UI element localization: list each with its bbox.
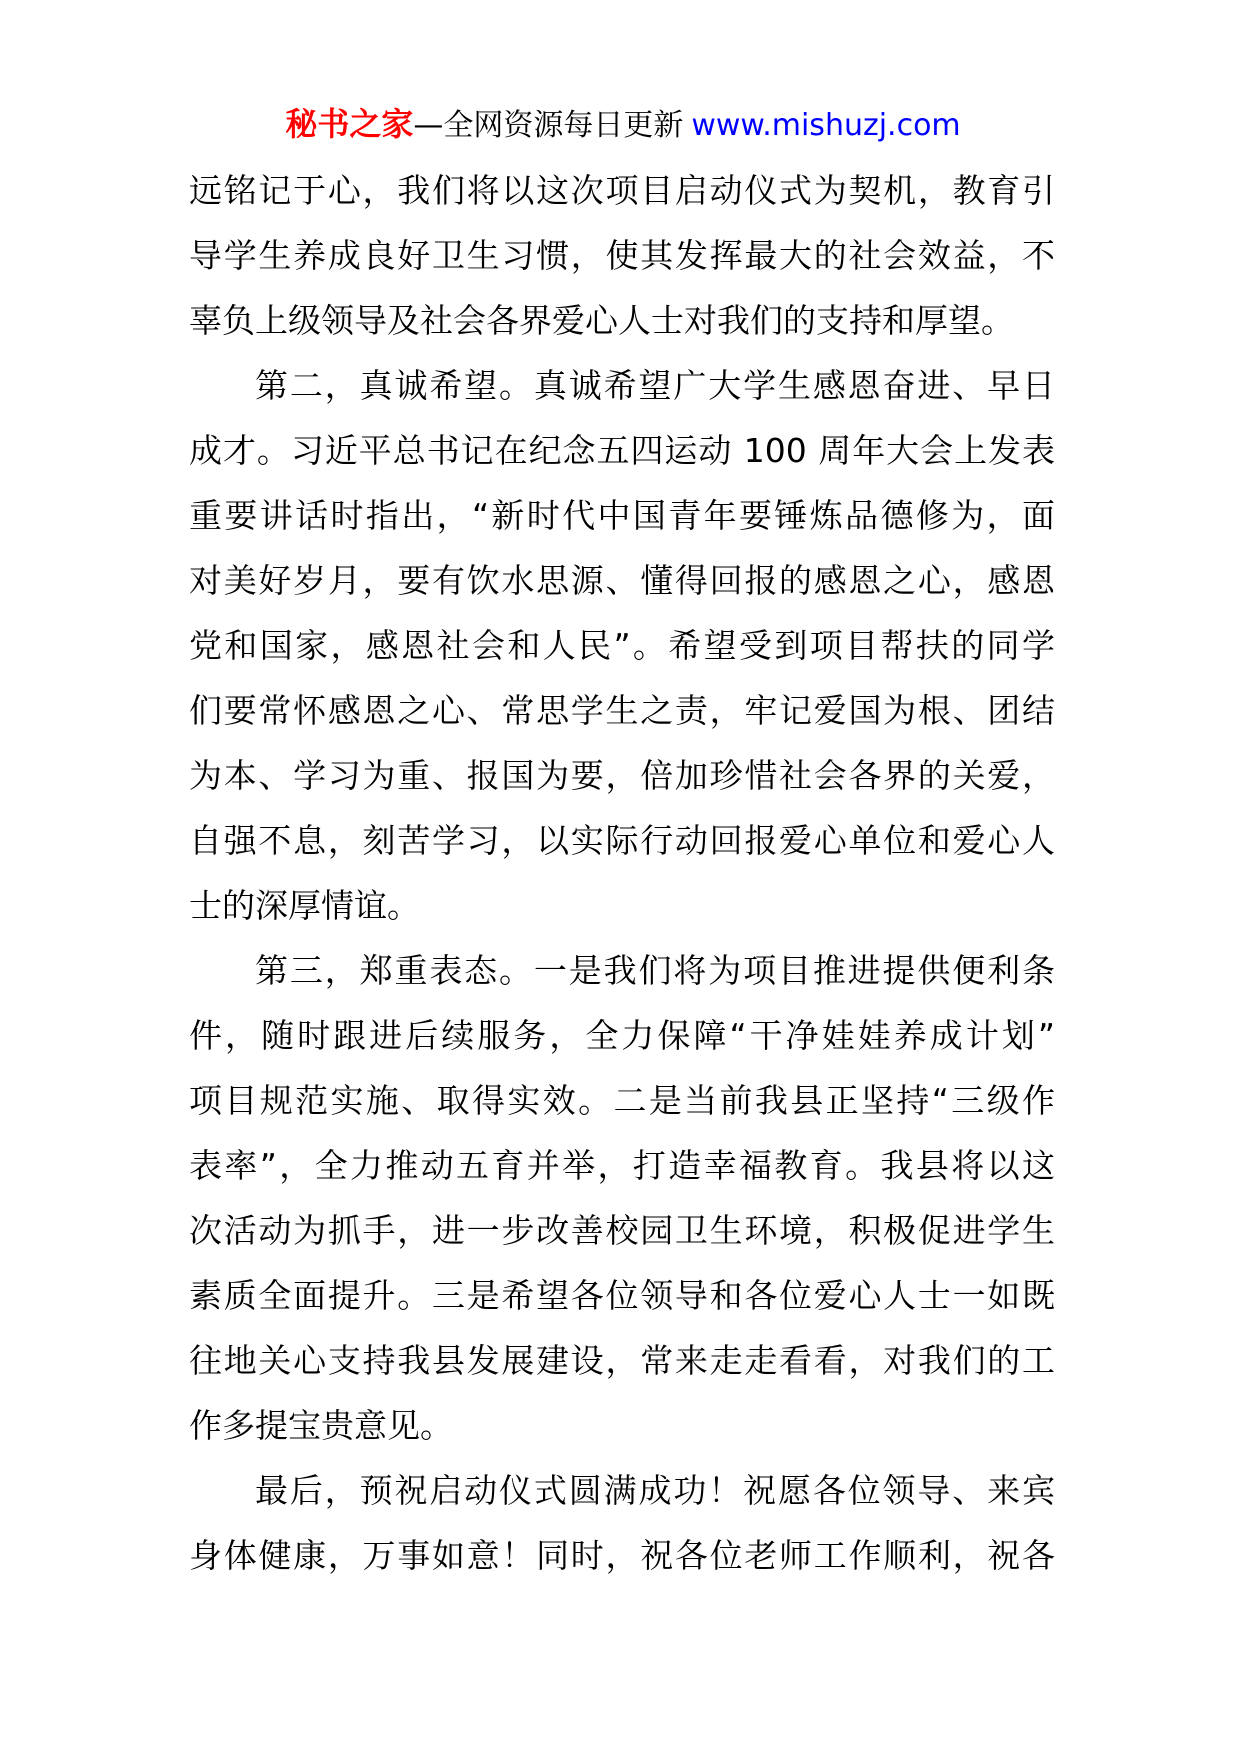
text-line: 导学生养成良好卫生习惯，使其发挥最大的社会效益，不 [189, 236, 1055, 275]
page-header [0, 102, 1240, 146]
site-url: www.mishuzj.com [691, 108, 961, 143]
text-line: 作多提宝贵意见。 [189, 1406, 453, 1445]
text-line: 远铭记于心，我们将以这次项目启动仪式为契机，教育引 [189, 171, 1055, 210]
text-line: 表率”，全力推动五育并举，打造幸福教育。我县将以这 [189, 1146, 1055, 1185]
site-tagline: —全网资源每日更新 [413, 108, 684, 143]
site-name: 秘书之家 [285, 105, 414, 143]
text-line: 第二，真诚希望。真诚希望广大学生感恩奋进、早日 [255, 366, 1055, 405]
text-line: 党和国家，感恩社会和人民”。希望受到项目帮扶的同学 [189, 626, 1055, 665]
text-line: 次活动为抓手，进一步改善校园卫生环境，积极促进学生 [189, 1211, 1055, 1250]
text-line: 士的深厚情谊。 [189, 886, 420, 925]
paragraph-closing [189, 1458, 1055, 1588]
paragraph-second [189, 353, 1055, 938]
text-line: 最后，预祝启动仪式圆满成功！祝愿各位领导、来宾 [255, 1471, 1055, 1510]
text-line: 成才。习近平总书记在纪念五四运动 100 周年大会上发表 [189, 431, 1055, 470]
text-line: 往地关心支持我县发展建设，常来走走看看，对我们的工 [189, 1341, 1055, 1380]
text-line: 件，随时跟进后续服务，全力保障“干净娃娃养成计划” [189, 1016, 1055, 1055]
paragraph-third [189, 938, 1055, 1458]
text-line: 项目规范实施、取得实效。二是当前我县正坚持“三级作 [189, 1081, 1055, 1120]
text-line: 重要讲话时指出，“新时代中国青年要锤炼品德修为，面 [189, 496, 1055, 535]
text-line: 为本、学习为重、报国为要，倍加珍惜社会各界的关爱， [189, 756, 1055, 795]
text-line: 第三，郑重表态。一是我们将为项目推进提供便利条 [255, 951, 1055, 990]
text-line: 们要常怀感恩之心、常思学生之责，牢记爱国为根、团结 [189, 691, 1055, 730]
text-line: 对美好岁月，要有饮水思源、懂得回报的感恩之心，感恩 [189, 561, 1055, 600]
document-body [189, 158, 1055, 1588]
text-line: 素质全面提升。三是希望各位领导和各位爱心人士一如既 [189, 1276, 1055, 1315]
text-line: 身体健康，万事如意！同时，祝各位老师工作顺利，祝各 [189, 1536, 1055, 1575]
paragraph-continuation [189, 158, 1055, 353]
text-line: 辜负上级领导及社会各界爱心人士对我们的支持和厚望。 [189, 301, 1014, 340]
text-line: 自强不息，刻苦学习，以实际行动回报爱心单位和爱心人 [189, 821, 1055, 860]
